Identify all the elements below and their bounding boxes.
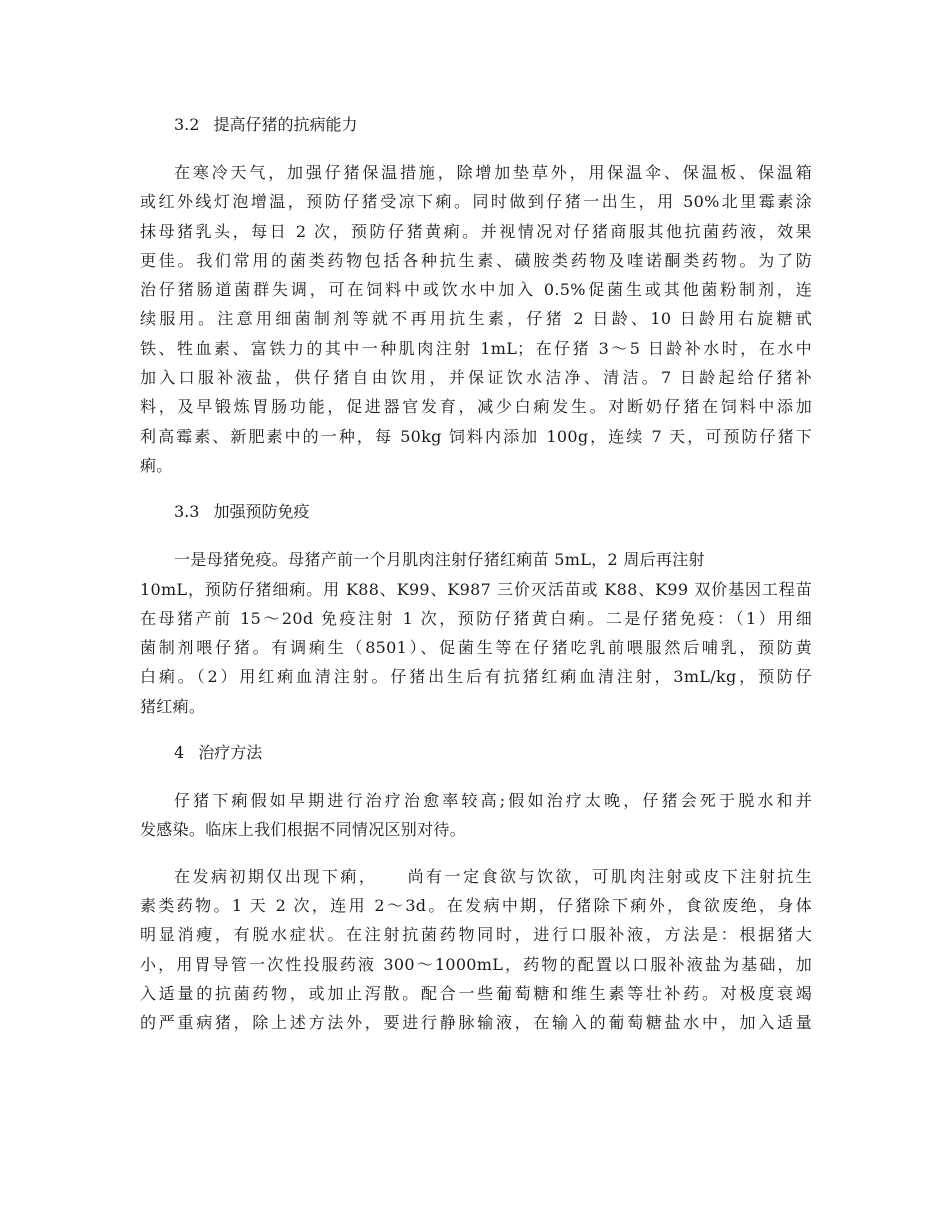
text-line: 素类药物。1 天 2 次，连用 2～3d。在发病中期，仔猪除下痢外，食欲废绝，身体 bbox=[140, 895, 812, 915]
text-line: 小，用胃导管一次性投服药液 300～1000mL，药物的配置以口服补液盐为基础，加 bbox=[140, 954, 812, 974]
text-line: 明显消瘦，有脱水症状。在注射抗菌药物同时，进行口服补液，方法是：根据猪大 bbox=[140, 925, 812, 945]
text-line: 在母猪产前 15～20d 免疫注射 1 次，预防仔猪黄白痢。二是仔猪免疫：（1）用细 bbox=[140, 608, 812, 628]
text-line: 铁、牲血素、富铁力的其中一种肌肉注射 1mL；在仔猪 3～5 日龄补水时，在水中 bbox=[140, 338, 812, 358]
text-line: 的严重病猪，除上述方法外，要进行静脉输液，在输入的葡萄糖盐水中，加入适量 bbox=[140, 1013, 812, 1033]
section-title: 加强预防免疫 bbox=[213, 502, 310, 522]
paragraph bbox=[140, 862, 812, 1038]
section-3-2 bbox=[140, 110, 812, 480]
section-heading bbox=[140, 738, 812, 768]
section-title: 治疗方法 bbox=[198, 743, 263, 763]
section-number: 3.2 bbox=[174, 115, 200, 134]
text-line: 入适量的抗菌药物，或加止泻散。配合一些葡萄糖和维生素等壮补药。对极度衰竭 bbox=[140, 983, 812, 1003]
document-page bbox=[140, 110, 812, 1054]
section-3-3 bbox=[140, 497, 812, 721]
text-line: 料，及早锻炼胃肠功能，促进器官发育，减少白痢发生。对断奶仔猪在饲料中添加 bbox=[140, 397, 812, 417]
text-line: 一是母猪免疫。母猪产前一个月肌肉注射仔猪红痢苗 5mL，2 周后再注射 bbox=[174, 550, 705, 570]
text-line: 白痢。（2）用红痢血清注射。仔猪出生后有抗猪红痢血清注射，3mL/kg，预防仔 bbox=[140, 667, 812, 687]
text-line: 治仔猪肠道菌群失调，可在饲料中或饮水中加入 0.5%促菌生或其他菌粉制剂，连 bbox=[140, 280, 812, 300]
text-line: 更佳。我们常用的菌类药物包括各种抗生素、磺胺类药物及喹诺酮类药物。为了防 bbox=[140, 250, 812, 270]
text-line: 在发病初期仅出现下痢， 尚有一定食欲与饮欲，可肌肉注射或皮下注射抗生 bbox=[174, 866, 812, 886]
section-title: 提高仔猪的抗病能力 bbox=[213, 115, 358, 134]
text-line: 或红外线灯泡增温，预防仔猪受凉下痢。同时做到仔猪一出生，用 50%北里霉素涂 bbox=[140, 192, 812, 212]
text-line: 10mL，预防仔猪细痢。用 K88、K99、K987 三价灭活苗或 K88、K99 双价基因工程苗 bbox=[140, 579, 812, 599]
section-4 bbox=[140, 738, 812, 1037]
section-heading bbox=[140, 497, 812, 527]
paragraph bbox=[140, 545, 812, 721]
text-line: 在寒冷天气，加强仔猪保温措施，除增加垫草外，用保温伞、保温板、保温箱 bbox=[174, 163, 812, 182]
text-line: 续服用。注意用细菌制剂等就不再用抗生素，仔猪 2 日龄、10 日龄用右旋糖甙 bbox=[140, 309, 812, 329]
paragraph bbox=[140, 786, 812, 845]
text-line: 利高霉素、新肥素中的一种，每 50kg 饲料内添加 100g，连续 7 天，可预防仔猪下 bbox=[140, 426, 812, 446]
paragraph bbox=[140, 158, 812, 480]
section-number: 3.3 bbox=[174, 502, 200, 522]
text-line: 菌制剂喂仔猪。有调痢生（8501）、促菌生等在仔猪吃乳前喂服然后哺乳，预防黄 bbox=[140, 638, 812, 658]
text-line: 发感染。临床上我们根据不同情况区别对待。 bbox=[140, 820, 467, 840]
text-line: 猪红痢。 bbox=[140, 696, 206, 716]
section-heading bbox=[140, 110, 812, 140]
text-line: 加入口服补液盐，供仔猪自由饮用，并保证饮水洁净、清洁。7 日龄起给仔猪补 bbox=[140, 368, 812, 388]
section-number: 4 bbox=[174, 743, 185, 763]
text-line: 痢。 bbox=[140, 455, 173, 475]
text-line: 抹母猪乳头，每日 2 次，预防仔猪黄痢。并视情况对仔猪商服其他抗菌药液，效果 bbox=[140, 221, 812, 241]
text-line: 仔猪下痢假如早期进行治疗治愈率较高;假如治疗太晚，仔猪会死于脱水和并 bbox=[174, 791, 812, 811]
